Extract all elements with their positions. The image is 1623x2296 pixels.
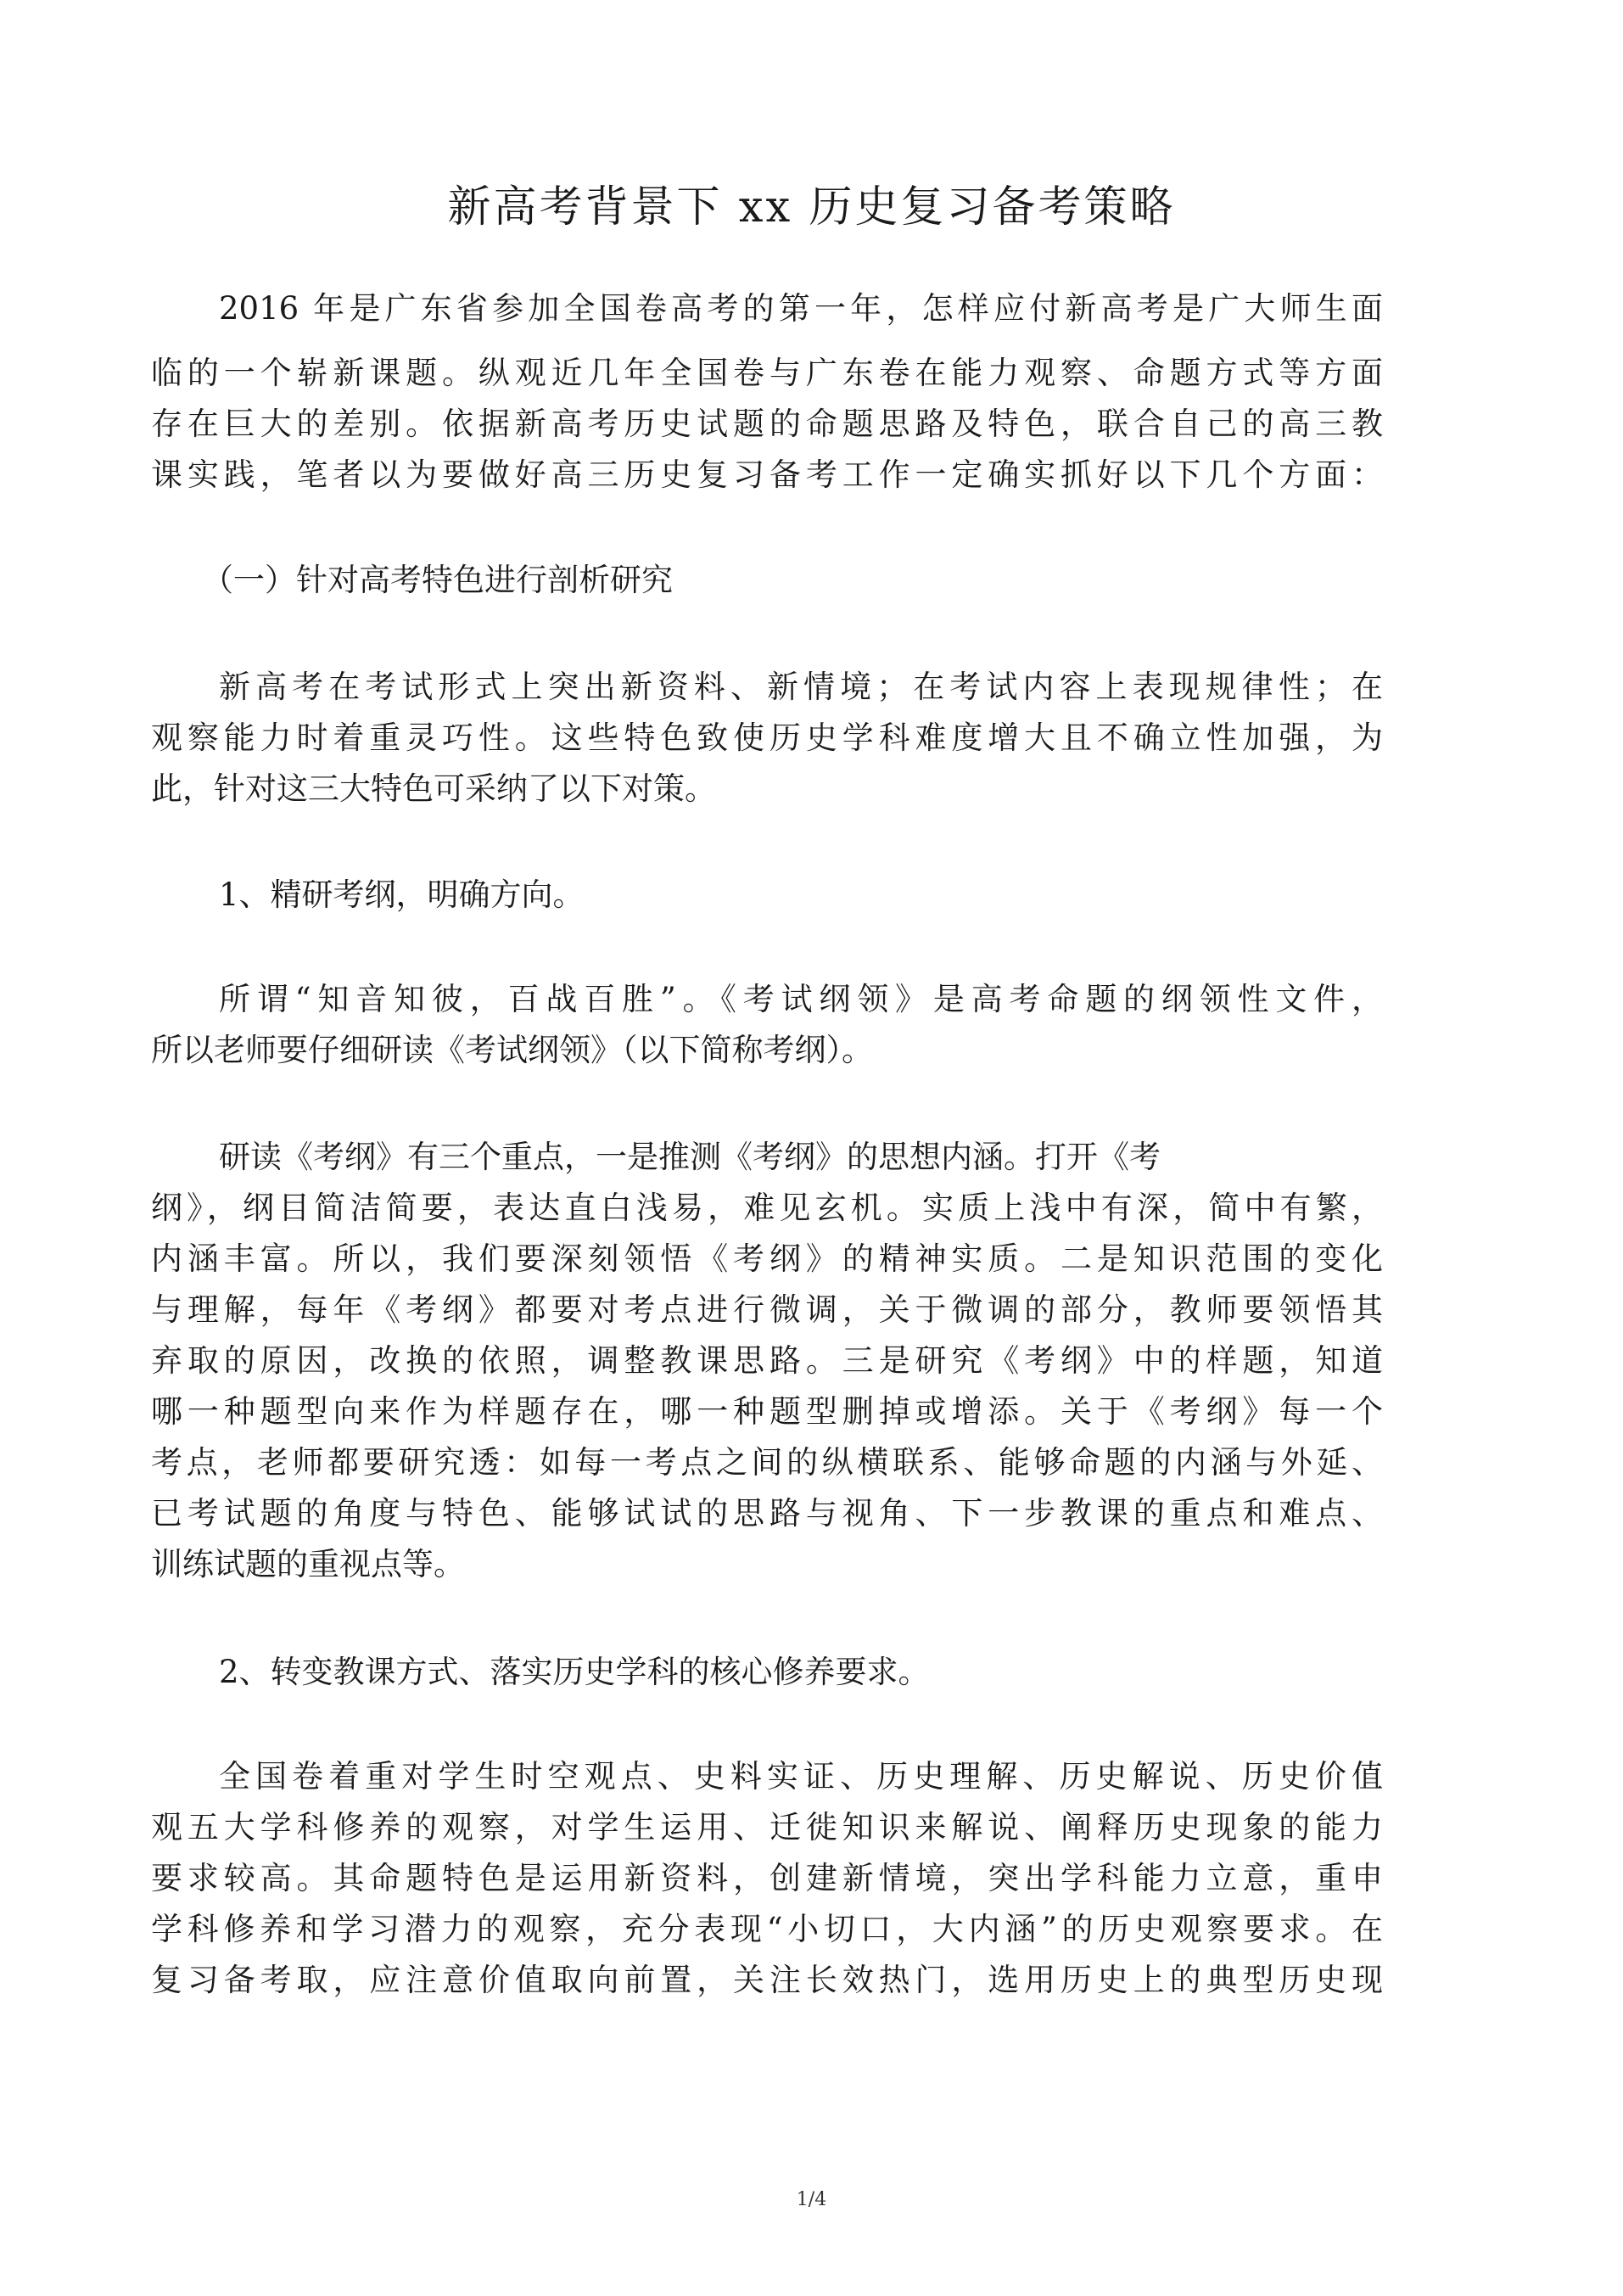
- paragraph-line: 与理解，每年《考纲》都要对考点进行微调，关于微调的部分，教师要领悟其: [151, 1291, 1383, 1328]
- paragraph-line: 2016 年是广东省参加全国卷高考的第一年，怎样应付新高考是广大师生面: [219, 290, 1383, 327]
- paragraph-line: 存在巨大的差别。依据新高考历史试题的命题思路及特色，联合自己的高三教: [151, 406, 1383, 442]
- paragraph-line: 哪一种题型向来作为样题存在，哪一种题型删掉或增添。关于《考纲》每一个: [151, 1393, 1383, 1430]
- document-title: 新高考背景下 xx 历史复习备考策略: [447, 182, 1176, 232]
- page-number: 1/4: [796, 2189, 827, 2210]
- section-heading: （一）针对高考特色进行剖析研究: [202, 562, 673, 598]
- paragraph-line: 训练试题的重视点等。: [151, 1546, 465, 1582]
- paragraph-line: 内涵丰富。所以，我们要深刻领悟《考纲》的精神实质。二是知识范围的变化: [151, 1240, 1383, 1277]
- paragraph-line: 所谓“知音知彼，百战百胜”。《考试纲领》是高考命题的纲领性文件，: [219, 981, 1383, 1017]
- paragraph-line: 此，针对这三大特色可采纳了以下对策。: [151, 770, 716, 807]
- paragraph-line: 临的一个崭新课题。纵观近几年全国卷与广东卷在能力观察、命题方式等方面: [151, 355, 1383, 391]
- paragraph-line: 学科修养和学习潜力的观察，充分表现“小切口，大内涵”的历史观察要求。在: [151, 1911, 1383, 1947]
- paragraph-line: 新高考在考试形式上突出新资料、新情境；在考试内容上表现规律性；在: [219, 669, 1383, 705]
- paragraph-line: 复习备考取，应注意价值取向前置，关注长效热门，选用历史上的典型历史现: [151, 1962, 1383, 1998]
- paragraph-line: 课实践，笔者以为要做好高三历史复习备考工作一定确实抓好以下几个方面：: [151, 456, 1383, 493]
- paragraph-line: 弃取的原因，改换的依照，调整教课思路。三是研究《考纲》中的样题，知道: [151, 1342, 1383, 1379]
- paragraph-line: 已考试题的角度与特色、能够试试的思路与视角、下一步教课的重点和难点、: [151, 1495, 1383, 1532]
- paragraph-line: 全国卷着重对学生时空观点、史料实证、历史理解、历史解说、历史价值: [219, 1758, 1383, 1795]
- subsection-heading: 1、精研考纲，明确方向。: [219, 876, 585, 913]
- paragraph-line: 观五大学科修养的观察，对学生运用、迁徙知识来解说、阐释历史现象的能力: [151, 1809, 1383, 1845]
- paragraph-line: 要求较高。其命题特色是运用新资料，创建新情境，突出学科能力立意，重申: [151, 1860, 1383, 1896]
- paragraph-line: 研读《考纲》有三个重点，一是推测《考纲》的思想内涵。打开《考: [219, 1139, 1161, 1175]
- paragraph-line: 观察能力时着重灵巧性。这些特色致使历史学科难度增大且不确立性加强，为: [151, 720, 1383, 756]
- paragraph-line: 考点，老师都要研究透：如每一考点之间的纵横联系、能够命题的内涵与外延、: [151, 1444, 1383, 1481]
- paragraph-line: 纲》，纲目简洁简要，表达直白浅易，难见玄机。实质上浅中有深，简中有繁，: [151, 1190, 1383, 1226]
- subsection-heading: 2、转变教课方式、落实历史学科的核心修养要求。: [219, 1654, 930, 1690]
- paragraph-line: 所以老师要仔细研读《考试纲领》（以下简称考纲）。: [151, 1032, 873, 1068]
